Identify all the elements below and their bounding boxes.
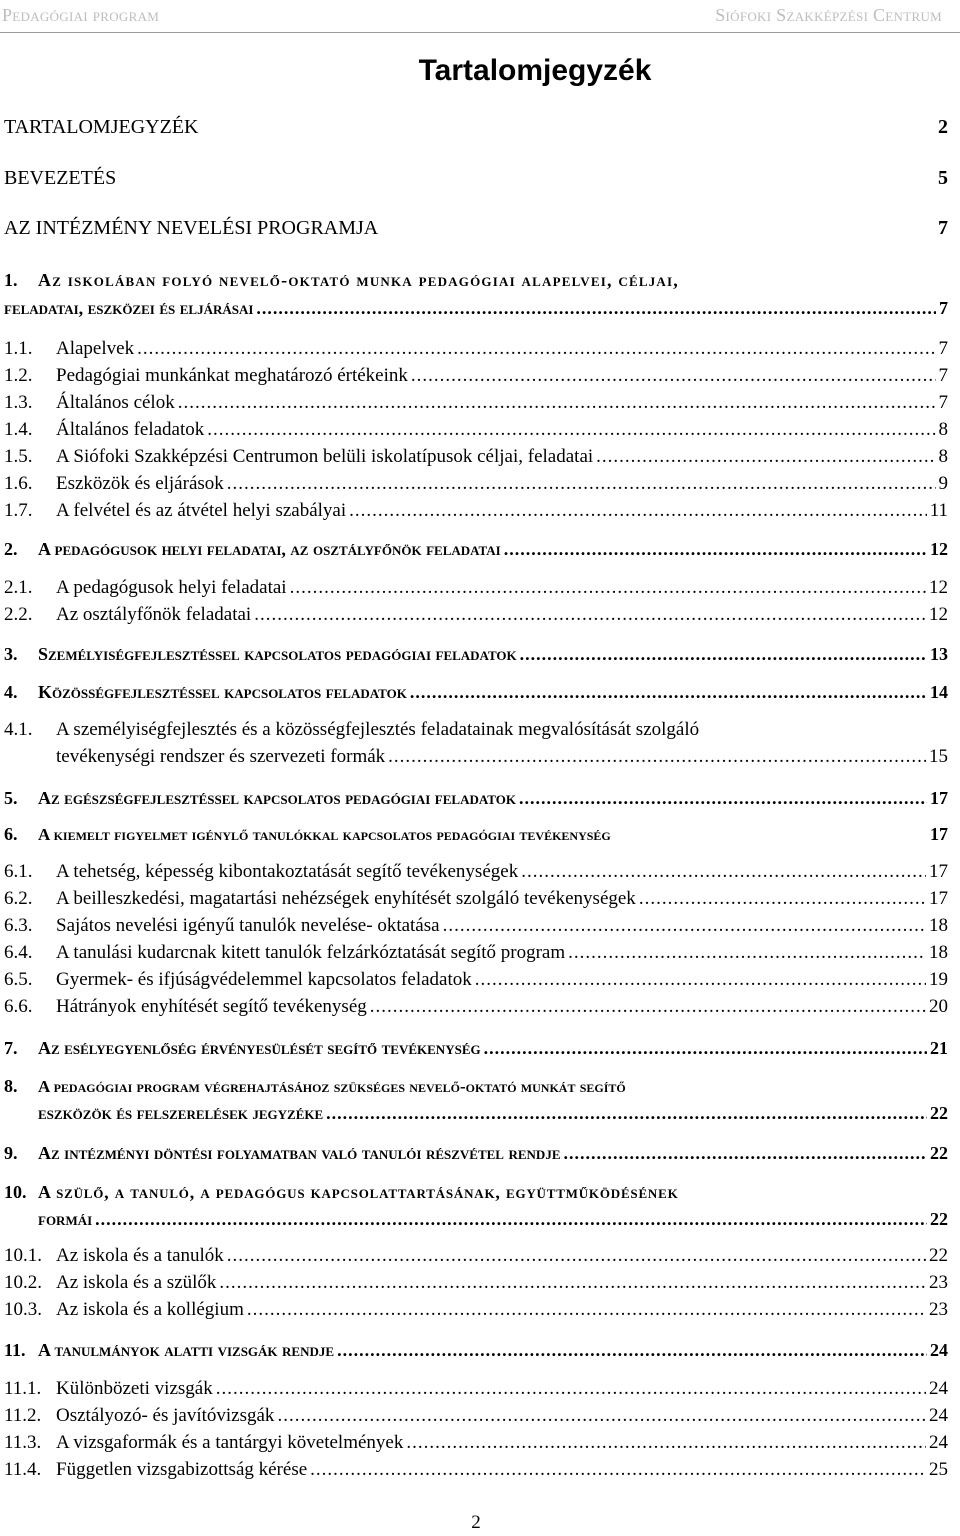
toc-section[interactable]: 11.4. Független vizsgabizottság kérése ..... 25 [4,1458,948,1482]
toc-section[interactable]: 6.5. Gyermek- és ifjúságvédelemmel kapcsolatos feladatok ..... 19 [4,968,948,992]
toc-section[interactable]: 2.1. A pedagógusok helyi feladatai ..... 12 [4,576,948,600]
toc-section[interactable]: 6.1. A tehetség, képesség kibontakoztatását segítő tevékenységek ..... 17 [4,860,948,884]
toc-top-entry[interactable]: TARTALOMJEGYZÉK 2 [4,116,948,138]
page-title: Tartalomjegyzék [418,54,652,87]
toc-section[interactable]: 11.3. A vizsgaformák és a tantárgyi követelmények ..... 24 [4,1431,948,1455]
toc-section[interactable]: 6.4. A tanulási kudarcnak kitett tanulók felzárkóztatását segítő program ..... 18 [4,941,948,965]
toc-section[interactable]: 1.7. A felvétel és az átvétel helyi szabályai ..... 11 [4,499,948,523]
toc-section-cont[interactable]: tevékenységi rendszer és szervezeti formák ..... 15 [56,745,948,769]
toc-section[interactable]: 6.2. A beilleszkedési, magatartási nehézségek enyhítését szolgáló tevékenységek ..... 17 [4,887,948,911]
toc-chapter-cont[interactable]: feladatai, eszközei és eljárásai ..... 7 [4,296,948,320]
toc-chapter[interactable]: 2. A pedagógusok helyi feladatai, az osztályfőnök feladatai ..... 12 [4,537,948,561]
toc-section[interactable]: 1.1. Alapelvek ..... 7 [4,337,948,361]
toc-section[interactable]: 6.6. Hátrányok enyhítését segítő tevékenység ..... 20 [4,995,948,1019]
toc-top-entry[interactable]: BEVEZETÉS 5 [4,167,948,189]
toc-chapter[interactable]: 8. A pedagógiai program végrehajtásához szükséges nevelő-oktató munkát segítő [4,1076,626,1096]
toc-section[interactable]: 1.3. Általános célok ..... 7 [4,391,948,415]
toc-chapter[interactable]: 6. A kiemelt figyelmet igénylő tanulókkal kapcsolatos pedagógiai tevékenység 17 [4,824,948,844]
toc-section[interactable]: 11.2. Osztályozó- és javítóvizsgák ..... 24 [4,1404,948,1428]
toc-section[interactable]: 1.2. Pedagógiai munkánkat meghatározó értékeink ..... 7 [4,364,948,388]
toc-chapter[interactable]: 7. Az esélyegyenlőség érvényesülését segítő tevékenység ..... 21 [4,1036,948,1060]
toc-chapter-cont[interactable]: formái ..... 22 [38,1207,948,1231]
toc-chapter[interactable]: 5. Az egészségfejlesztéssel kapcsolatos pedagógiai feladatok ..... 17 [4,786,948,810]
toc-chapter[interactable]: 3. Személyiségfejlesztéssel kapcsolatos pedagógiai feladatok ..... 13 [4,642,948,666]
toc-chapter[interactable]: 4. Közösségfejlesztéssel kapcsolatos feladatok ..... 14 [4,680,948,704]
toc-section[interactable]: 10.3. Az iskola és a kollégium ..... 23 [4,1298,948,1322]
toc-chapter[interactable]: 11. A tanulmányok alatti vizsgák rendje ..... 24 [4,1338,948,1362]
toc-section[interactable]: 11.1. Különbözeti vizsgák ..... 24 [4,1377,948,1401]
page-number: 2 [471,1512,481,1533]
toc-chapter[interactable]: 10. A szülő, a tanuló, a pedagógus kapcsolattartásának, együttműködésének [4,1182,679,1202]
toc-section[interactable]: 10.1. Az iskola és a tanulók ..... 22 [4,1244,948,1268]
toc-section[interactable]: 4.1. A személyiségfejlesztés és a közösségfejlesztés feladatainak megvalósítását szolgáló [4,719,700,740]
toc-section[interactable]: 6.3. Sajátos nevelési igényű tanulók nevelése- oktatása ..... 18 [4,914,948,938]
toc-top-entry[interactable]: AZ INTÉZMÉNY NEVELÉSI PROGRAMJA 7 [4,217,948,239]
toc-section[interactable]: 1.4. Általános feladatok ..... 8 [4,418,948,442]
toc-chapter[interactable]: 1. Az iskolában folyó nevelő-oktató munka pedagógiai alapelvei, céljai, [4,270,679,290]
toc-section[interactable]: 1.5. A Siófoki Szakképzési Centrumon belüli iskolatípusok céljai, feladatai ..... 8 [4,445,948,469]
header-right: Siófoki Szakképzési Centrum [715,5,942,25]
header-left: Pedagógiai program [2,5,160,25]
toc-section[interactable]: 2.2. Az osztályfőnök feladatai ..... 12 [4,603,948,627]
toc-chapter[interactable]: 9. Az intézményi döntési folyamatban való tanulói részvétel rendje ..... 22 [4,1141,948,1165]
toc-chapter-cont[interactable]: eszközök és felszerelések jegyzéke ..... 22 [38,1101,948,1125]
toc-section[interactable]: 10.2. Az iskola és a szülők ..... 23 [4,1271,948,1295]
toc-section[interactable]: 1.6. Eszközök és eljárások ..... 9 [4,472,948,496]
